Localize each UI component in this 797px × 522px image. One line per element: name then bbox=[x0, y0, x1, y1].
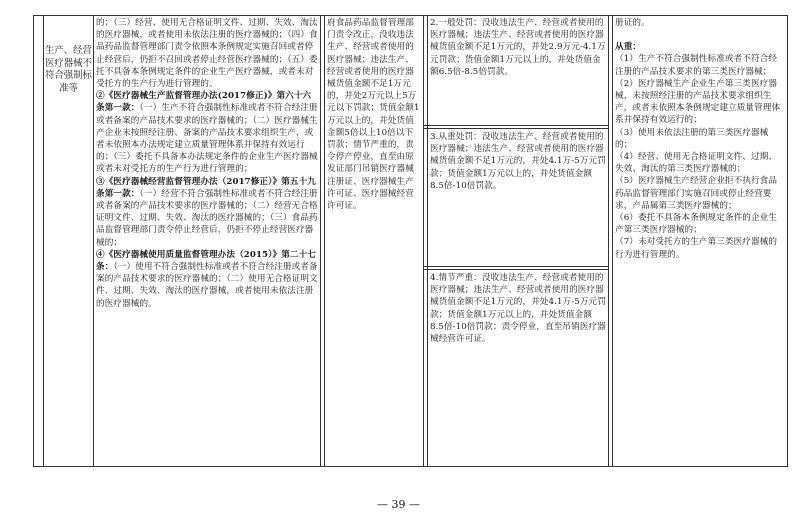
basis-body: （一）生产不符合强制性标准或者不符合经注册或者备案的产品技术要求的医疗器械的；（二）医疗器械生产企业未按照经注册、备案的产品技术要求组织生产，或者未依照本办法规定建立质量管理体系并保持有效运行的；（三）委托不具备本办法规定条件的企业生产医疗器械或者未对受托方的生产行为进行管理的； bbox=[96, 103, 318, 175]
circumstance-item: （3）使用未依法注册的第三类医疗器械的； bbox=[615, 127, 769, 150]
table-border-left bbox=[33, 15, 34, 467]
table-rule bbox=[423, 15, 424, 467]
basis-article-4 bbox=[96, 249, 318, 310]
basis-body: （一）使用不符合强制性标准或者不符合经注册或者备案的产品技术要求的医疗器械的；（二）使用无合格证明文件、过期、失效、淘汰的医疗器械，或者使用未依法注册的医疗器械的。 bbox=[96, 262, 318, 309]
basis-body: （一）经营不符合强制性标准或者不符合经注册或者备案的产品技术要求的医疗器械的；（二）经营无合格证明文件、过期、失效、淘汰的医疗器械的；（三）食品药品监督管理部门责令停止经营后，仍拒不停止经营医疗器械的； bbox=[96, 188, 318, 248]
circumstance-heading: 从重： bbox=[615, 42, 642, 53]
table-rule bbox=[320, 15, 321, 467]
basis-article-2 bbox=[96, 90, 318, 175]
table-border-top bbox=[33, 15, 788, 16]
table-border-bottom bbox=[33, 466, 788, 467]
table-rule bbox=[612, 15, 613, 467]
circumstance-item: （4）经营、使用无合格证明文件、过期、失效、淘汰的第三类医疗器械的； bbox=[615, 152, 778, 175]
penalty-provision: 府食品药品监督管理部门责令改正，没收违法生产、经营或者使用的医疗器械；违法生产、经营或者使用的医疗器械货值金额不足1万元的，并处2万元以上5万元以下罚款；货值金额1万元以上的，并处货值金额5倍以上10倍以下罚款；情节严重的，责令停产停业，直至由原发证部门吊销医疗器械注册证、医疗器械生产许可证、医疗器械经营许可证。 bbox=[327, 18, 420, 212]
table-rule bbox=[424, 266, 609, 267]
discretion-aggravated: 3.从重处罚：没收违法生产、经营或者使用的医疗器械；违法生产、经营或者使用的医疗器械货值金额不足1万元的，并处4.1万-5万元罚款；货值金额1万元以上的，并处货值金额8.5倍-10倍罚款。 bbox=[430, 132, 606, 191]
basis-title: ③《医疗器械经营监督管理办法（2017修正）》第五十九条第一款： bbox=[96, 176, 316, 199]
table-rule bbox=[93, 15, 94, 467]
table-rule bbox=[424, 125, 609, 126]
table-border-right bbox=[787, 15, 788, 467]
table-rule bbox=[608, 15, 609, 467]
table-rule bbox=[43, 15, 44, 467]
table-rule bbox=[427, 15, 428, 467]
basis-article-3 bbox=[96, 176, 318, 249]
circumstance-item: （5）医疗器械生产经营企业拒不执行食品药品监督管理部门实施召回或停止经营要求，产品属第三类医疗器械的； bbox=[615, 176, 778, 211]
discretion-serious: 4.情节严重：没收违法生产、经营或者使用的医疗器械；违法生产、经营或者使用的医疗器械货值金额不足1万元的，并处4.1万-5万元罚款；货值金额1万元以上的，并处货值金额8.5倍-10倍罚款；责令停业，直至吊销医疗器械经营许可证。 bbox=[430, 273, 606, 345]
table-rule bbox=[324, 15, 325, 467]
violation-category: 生产、经营医疗器械不符合强制标准等 bbox=[45, 45, 92, 94]
circumstance-item: （2）医疗器械生产企业生产第三类医疗器械，未按照经注册的产品技术要求组织生产，或者未依照本条例规定建立质量管理体系并保持有效运行的； bbox=[615, 78, 781, 126]
legal-basis-cell bbox=[96, 17, 318, 465]
basis-title: ②《医疗器械生产监督管理办法(2017修正)》第六十六条第一款： bbox=[96, 91, 312, 114]
regulation-table bbox=[33, 15, 788, 467]
page-number: — 39 — bbox=[377, 498, 420, 511]
circumstance-item: （7）未对受托方的生产第三类医疗器械的行为进行管理的。 bbox=[615, 237, 778, 260]
basis-title: ④《医疗器械使用质量监督管理办法（2015）》第二十七条： bbox=[96, 249, 316, 273]
table-rule bbox=[424, 269, 609, 270]
circumstance-cell bbox=[615, 17, 785, 465]
basis-continuation: 的；（三）经营、使用无合格证明文件、过期、失效、淘汰的医疗器械，或者使用未依法注册的医疗器械的；（四）食品药品监督管理部门责令依照本条例规定实施召回或者停止经营后，仍拒不召回或者停止经营医疗器械的；（五）委托不具备本条例规定条件的企业生产医疗器械，或者未对受托方的生产行为进行管理的。 bbox=[96, 18, 318, 90]
circumstance-item: （1）生产不符合强制性标准或者不符合经注册的产品技术要求的第三类医疗器械； bbox=[615, 54, 778, 77]
circumstance-intro: 册证的。 bbox=[615, 18, 650, 28]
circumstance-item: （6）委托不具备本条例规定条件的企业生产第三类医疗器械的； bbox=[615, 213, 778, 236]
discretion-general: 2.一般处罚：没收违法生产、经营或者使用的医疗器械；违法生产、经营或者使用的医疗器械货值金额不足1万元的，并处2.9万元-4.1万元罚款；货值金额1万元以上的，并处货值金额6.5倍-8.5倍罚款。 bbox=[430, 18, 606, 77]
table-rule bbox=[424, 128, 609, 129]
